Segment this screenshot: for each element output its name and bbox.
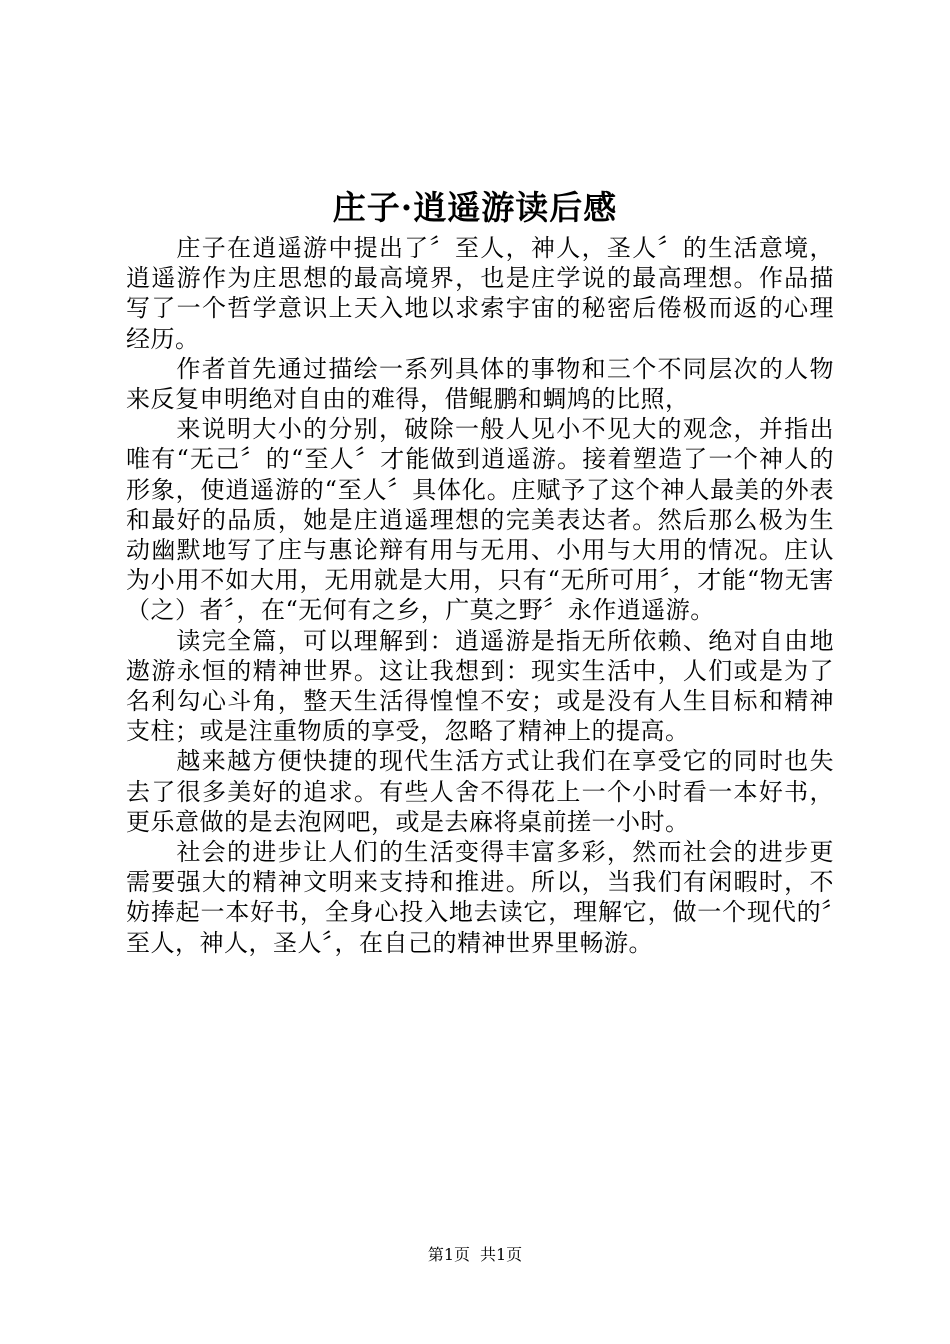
- page-total: 共1页: [480, 1245, 523, 1264]
- paragraph: 庄子在逍遥游中提出了〞至人，神人，圣人〞的生活意境，逍遥游作为庄思想的最高境界，也是庄学说的最高理想。作品描写了一个哲学意识上天入地以求索宇宙的秘密后倦极而返的心理经历。: [126, 234, 834, 353]
- document-body: [126, 233, 834, 958]
- paragraph: 来说明大小的分别，破除一般人见小不见大的观念，并指出唯有“无己〞的“至人〞才能做到逍遥游。接着塑造了一个神人的形象，使逍遥游的“至人〞具体化。庄赋予了这个神人最美的外表和最好的品质，她是庄逍遥理想的完美表达者。然后那么极为生动幽默地写了庄与惠论辩有用与无用、小用与大用的情况。庄认为小用不如大用，无用就是大用，只有“无所可用〞，才能“物无害（之）者〞，在“无何有之乡，广莫之野〞永作逍遥游。: [126, 415, 834, 625]
- page-number: 第1页: [427, 1245, 470, 1264]
- paragraph: 社会的进步让人们的生活变得丰富多彩，然而社会的进步更需要强大的精神文明来支持和推进。所以，当我们有闲暇时，不妨捧起一本好书，全身心投入地去读它，理解它，做一个现代的〞至人，神人，圣人〞，在自己的精神世界里畅游。: [126, 838, 834, 957]
- paragraph: 读完全篇，可以理解到：逍遥游是指无所依赖、绝对自由地遨游永恒的精神世界。这让我想到：现实生活中，人们或是为了名利勾心斗角，整天生活得惶惶不安；或是没有人生目标和精神支柱；或是注重物质的享受，忽略了精神上的提高。: [126, 626, 834, 746]
- paragraph: 越来越方便快捷的现代生活方式让我们在享受它的同时也失去了很多美好的追求。有些人舍不得花上一个小时看一本好书，更乐意做的是去泡网吧，或是去麻将桌前搓一小时。: [126, 747, 834, 836]
- paragraph: 作者首先通过描绘一系列具体的事物和三个不同层次的人物来反复申明绝对自由的难得，借鲲鹏和蜩鸠的比照，: [126, 354, 834, 414]
- document-title: 庄子·逍遥游读后感: [332, 188, 618, 227]
- page-footer: [0, 1244, 950, 1266]
